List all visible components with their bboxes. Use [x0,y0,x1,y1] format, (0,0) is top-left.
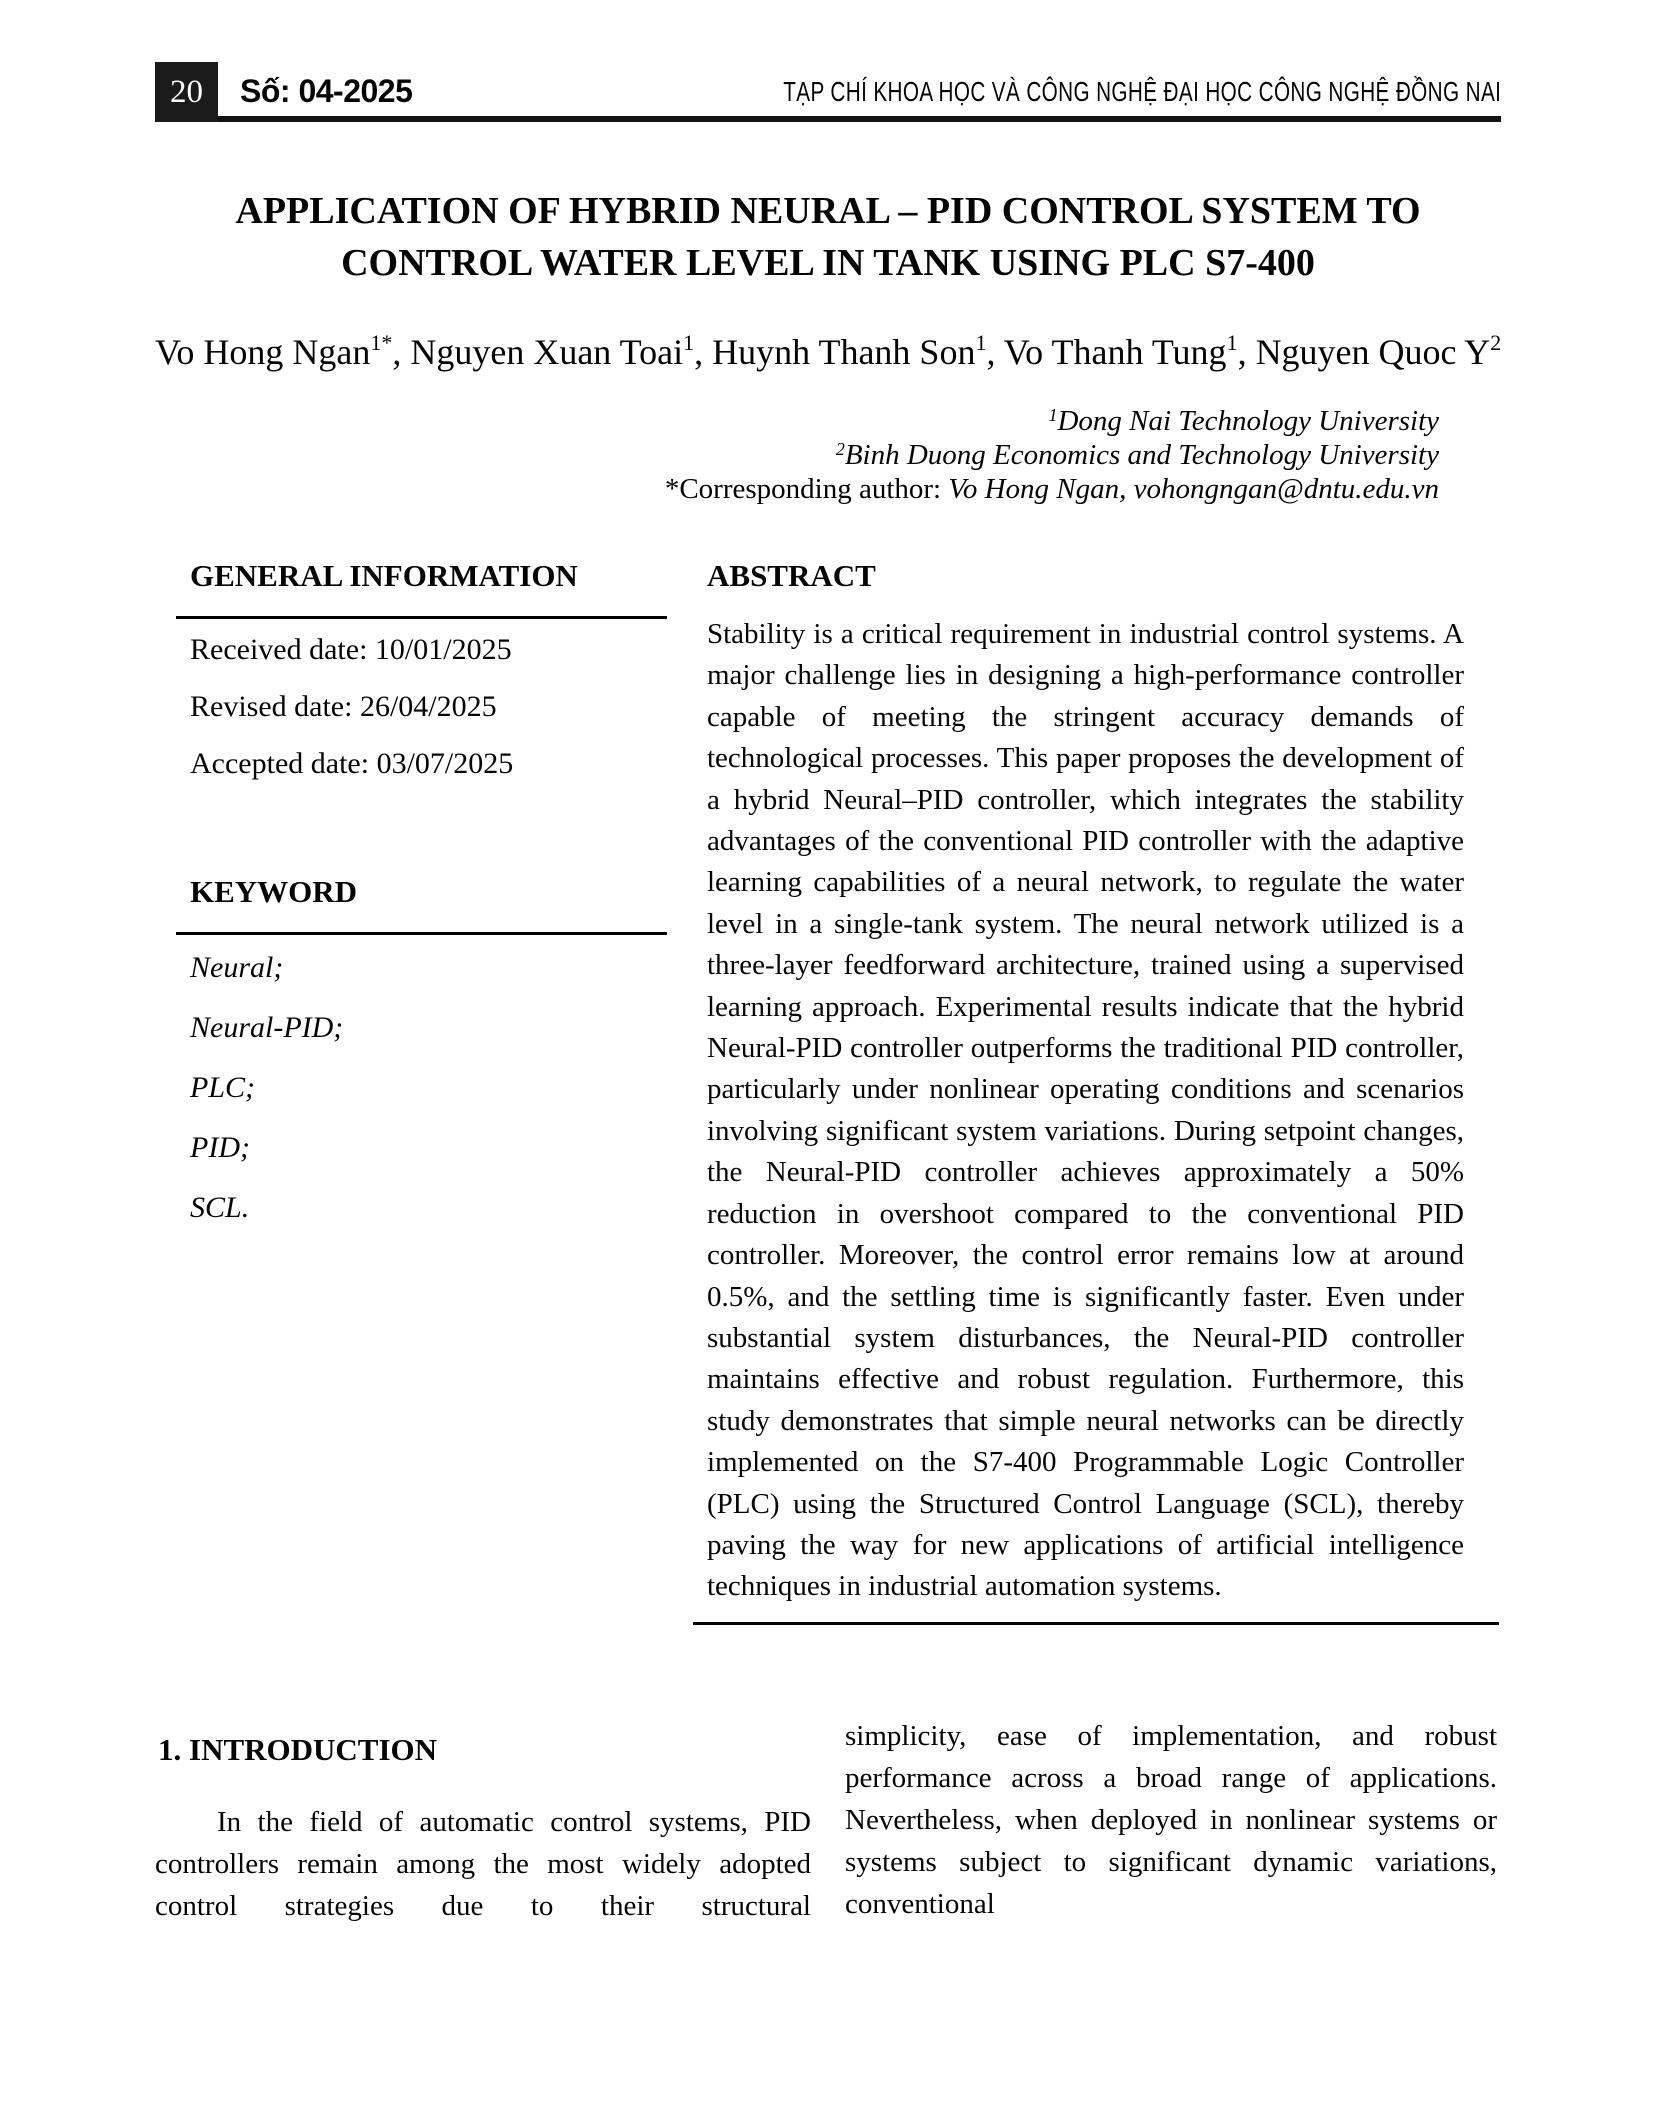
affiliation-superscript: 1 [1048,405,1058,425]
affiliations [665,404,1439,506]
author-name: , Vo Thanh Tung [986,332,1227,372]
affiliation-superscript: 2 [835,439,845,459]
corresponding-label: *Corresponding author: [664,473,949,505]
affiliation-line [665,438,1439,472]
keyword-item: PLC; [190,1071,256,1104]
author-superscript: 1* [370,330,393,355]
keyword-item: SCL. [190,1191,250,1224]
keyword-item: PID; [190,1131,250,1164]
corresponding-value: Vo Hong Ngan, vohongngan@dntu.edu.vn [948,473,1439,505]
abstract-heading: ABSTRACT [707,558,876,593]
author-superscript: 2 [1490,330,1502,355]
dates-list [176,621,667,792]
introduction-column-1: In the field of automatic control systems, PID controllers remain among the most widely adopted control strategies due to their structural [155,1806,811,1922]
affiliation-name: Dong Nai Technology University [1057,405,1439,437]
author-name: , Nguyen Quoc Y [1237,332,1491,372]
general-information-section [176,556,667,1238]
introduction-heading: 1. INTRODUCTION [158,1732,438,1767]
abstract-text: Stability is a critical requirement in industrial control systems. A major challenge lies in designing a high-performance controller capable of meeting the stringent accuracy demands of technological processes. This paper proposes the development of a hybrid Neural–PID controller, which integrates the stability advantages of the conventional PID controller with the adaptive learning capabilities of a neural network, to regulate the water level in a single-tank system. The neural network utilized is a three-layer feedforward architecture, trained using a supervised learning approach. Experimental results indicate that the hybrid Neural-PID controller outperforms the traditional PID controller, particularly under nonlinear operating conditions and scenarios involving significant system variations. During setpoint changes, the Neural-PID controller achieves approximately a 50% reduction in overshoot compared to the conventional PID controller. Moreover, the control error remains low at around 0.5%, and the settling time is significantly faster. Even under substantial system disturbances, the Neural-PID controller maintains effective and robust regulation. Furthermore, this study demonstrates that simple neural networks can be directly implemented on the S7-400 Programmable Logic Controller (PLC) using the Structured Control Language (SCL), thereby paving the way for new applications of artificial intelligence techniques in industrial automation systems. [707,618,1464,1603]
keyword-item: Neural; [190,951,284,984]
paper-title [155,185,1501,289]
page-number-box [155,62,218,122]
author-name: Vo Hong Ngan [155,332,371,372]
author-name: , Nguyen Xuan Toai [392,332,684,372]
authors-line [155,329,1501,375]
issue-label: Số: 04-2025 [240,73,413,109]
author-superscript: 1 [975,330,987,355]
corresponding-author-line [665,472,1439,506]
paper-title-line-2: CONTROL WATER LEVEL IN TANK USING PLC S7-400 [341,242,1315,284]
keyword-list [176,938,667,1238]
author-superscript: 1 [683,330,695,355]
journal-title: TẠP CHÍ KHOA HỌC VÀ CÔNG NGHỆ ĐẠI HỌC CÔNG NGHỆ ĐỒNG NAI [783,76,1501,107]
author [986,332,1237,372]
author [694,332,986,372]
introduction-column-2: simplicity, ease of implementation, and robust performance across a broad range of applications. Nevertheless, when deployed in nonlinear systems or systems subject to significant dynamic variations, conventional [845,1720,1497,1920]
affiliation-line [665,404,1439,438]
general-information-heading: GENERAL INFORMATION [190,558,578,593]
author-superscript: 1 [1226,330,1238,355]
author [1238,332,1502,372]
revised-date: Revised date: 26/04/2025 [190,690,497,723]
keyword-heading: KEYWORD [190,874,358,909]
section-divider [176,616,667,619]
author [392,332,694,372]
section-divider [176,932,667,935]
author-name: , Huynh Thanh Son [694,332,976,372]
author [155,332,392,372]
paper-title-line-1: APPLICATION OF HYBRID NEURAL – PID CONTROL SYSTEM TO [235,190,1421,232]
keyword-item: Neural-PID; [190,1011,344,1044]
page-header [155,62,1501,122]
abstract-section [707,556,1464,1625]
abstract-divider [693,1622,1499,1625]
received-date: Received date: 10/01/2025 [190,633,512,666]
page-number: 20 [170,73,203,110]
accepted-date: Accepted date: 03/07/2025 [190,747,514,780]
affiliation-name: Binh Duong Economics and Technology University [844,439,1439,471]
